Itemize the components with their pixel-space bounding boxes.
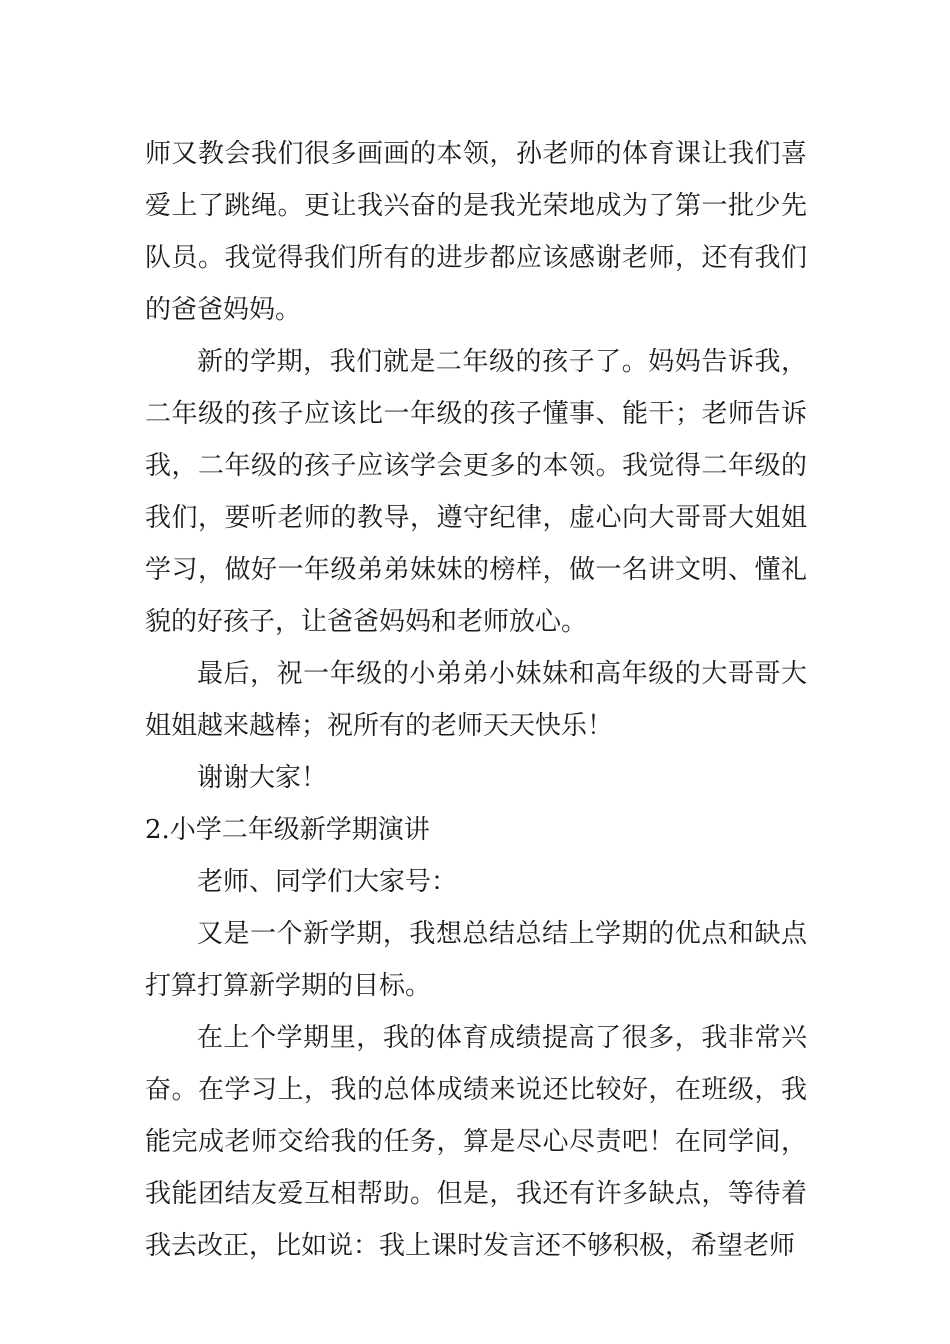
paragraph-thanks: 谢谢大家！ xyxy=(197,763,328,793)
section-heading: 2.小学二年级新学期演讲 xyxy=(145,815,430,845)
paragraph-continuation: 师又教会我们很多画画的本领，孙老师的体育课让我们喜爱上了跳绳。更让我兴奋的是我光荣地成为了第一批少先队员。我觉得我们所有的进步都应该感谢老师，还有我们的爸爸妈妈。 xyxy=(145,139,807,325)
paragraph-last-semester: 在上个学期里，我的体育成绩提高了很多，我非常兴奋。在学习上，我的总体成绩来说还比较好，在班级，我能完成老师交给我的任务，算是尽心尽责吧！在同学间，我能团结友爱互相帮助。但是，我还有许多缺点，等待着我去改正，比如说：我上课时发言还不够积极，希望老师 xyxy=(145,1023,807,1261)
paragraph-new-semester: 新的学期，我们就是二年级的孩子了。妈妈告诉我，二年级的孩子应该比一年级的孩子懂事、能干；老师告诉我，二年级的孩子应该学会更多的本领。我觉得二年级的我们，要听老师的教导，遵守纪律，虚心向大哥哥大姐姐学习，做好一年级弟弟妹妹的榜样，做一名讲文明、懂礼貌的好孩子，让爸爸妈妈和老师放心。 xyxy=(145,347,807,637)
document-page xyxy=(145,128,807,1272)
paragraph-intro: 又是一个新学期，我想总结总结上学期的优点和缺点打算打算新学期的目标。 xyxy=(145,919,807,1001)
paragraph-greeting: 老师、同学们大家号： xyxy=(197,867,458,897)
paragraph-closing-wishes: 最后，祝一年级的小弟弟小妹妹和高年级的大哥哥大姐姐越来越棒；祝所有的老师天天快乐！ xyxy=(145,659,807,741)
